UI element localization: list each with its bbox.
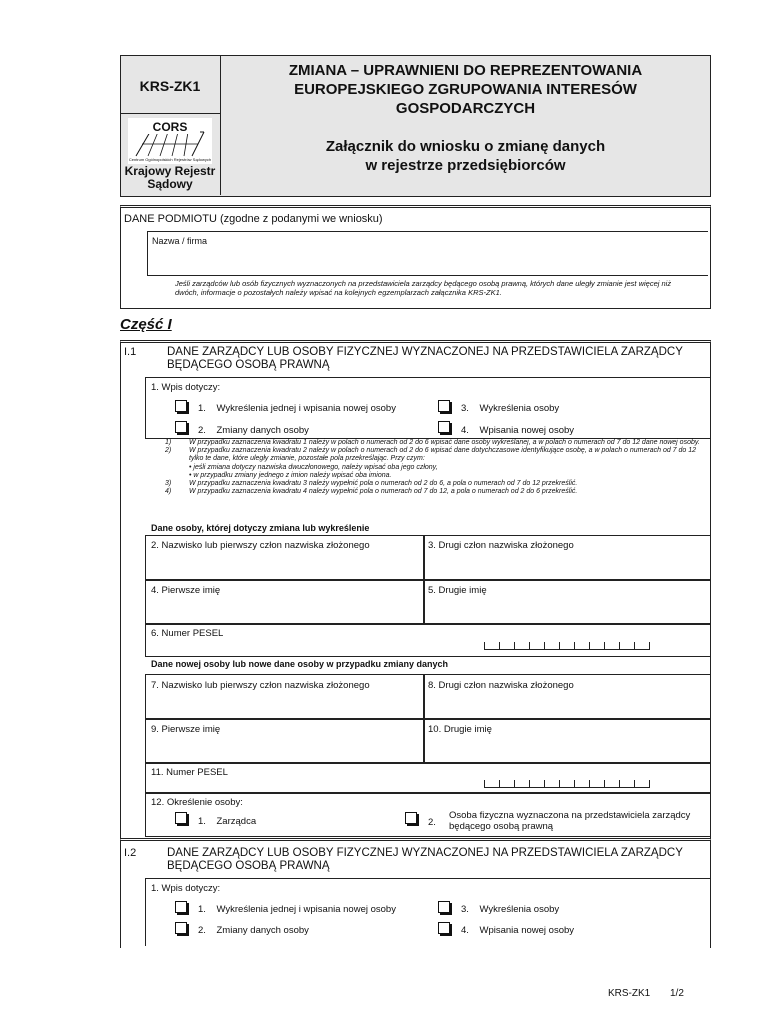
form-subtitle: Załącznik do wniosku o zmianę danych w rejestrze przedsiębiorców xyxy=(325,138,606,174)
field-3-label: 3. Drugi człon nazwiska złożonego xyxy=(428,540,574,551)
form-code: KRS-ZK1 xyxy=(139,78,201,94)
s2-option3-label: 3. Wykreślenia osoby xyxy=(461,904,560,915)
entity-name-field[interactable] xyxy=(147,231,708,276)
section2-num: I.2 xyxy=(124,847,137,859)
field-5-label: 5. Drugie imię xyxy=(428,585,487,596)
option4-label: 4. Wpisania nowej osoby xyxy=(461,425,575,436)
s2-option2-checkbox[interactable] xyxy=(175,922,187,934)
logo-caption: Centrum Ogólnopolskich Rejestrów Sądowych xyxy=(128,157,212,162)
header-divider xyxy=(220,55,221,195)
field-11-label: 11. Numer PESEL xyxy=(151,767,228,778)
role-zarzadca-checkbox[interactable] xyxy=(175,812,187,824)
s2-option2-label: 2. Zmiany danych osoby xyxy=(198,925,309,936)
footer-page: 1/2 xyxy=(670,988,684,999)
s2-option1-checkbox[interactable] xyxy=(175,901,187,913)
role-przedstawiciel-checkbox[interactable] xyxy=(405,812,417,824)
option2-label: 2. Zmiany danych osoby xyxy=(198,425,309,436)
logo-text: CORS xyxy=(140,120,200,134)
footer-code: KRS-ZK1 xyxy=(608,988,651,999)
changed-heading: Dane osoby, której dotyczy zmiana lub wykreślenie xyxy=(151,523,370,533)
field-10-label: 10. Drugie imię xyxy=(428,724,492,735)
section2-title: DANE ZARZĄDCY LUB OSOBY FIZYCZNEJ WYZNACZONEJ NA PRZEDSTAWICIELA ZARZĄDCY BĘDĄCEGO OSOBĄ PRAWNĄ xyxy=(167,847,683,872)
role-zarzadca-label: 1. Zarządca xyxy=(198,816,257,827)
part-title: Część I xyxy=(120,316,172,333)
field-7-label: 7. Nazwisko lub pierwszy człon nazwiska złożonego xyxy=(151,680,370,691)
instructions: 1) W przypadku zaznaczenia kwadratu 1 należy w polach o numerach od 2 do 6 wpisać dane osoby wykreślanej, a w polach o numerach od 7 do 12 dane nowej osoby. 2) W przypadku zaznaczenia kwadratu 2 należy w polach o numerach od 2 do 6 wpisać dane dotychczasowe identyfikujące osobę, a w polach o numerach od 7 do 12 tylko te dane, które uległy zmianie, pozostałe pola przekreślając. Przy czym: • jeśli zmiana dotyczy nazwiska dwuczłonowego, należy wpisać oba jego człony, • w przypadku zmiany jednego z imion należy wpisać oba imiona. 3) W przypadku zaznaczenia kwadratu 3 należy wypełnić pola o numerach od 2 do 6, a pola o numerach od 7 do 12 przekreślić. 4) W przypadku zaznaczenia kwadratu 4 należy wypełnić pola o numerach od 7 do 12, a pola o numerach od 2 do 6 przekreślić. xyxy=(165,439,700,496)
s2-option1-label: 1. Wykreślenia jednej i wpisania nowej osoby xyxy=(198,904,396,915)
option3-label: 3. Wykreślenia osoby xyxy=(461,403,560,414)
registry-name: Krajowy Rejestr Sądowy xyxy=(124,164,216,191)
entity-heading: DANE PODMIOTU (zgodne z podanymi we wniosku) xyxy=(124,213,383,225)
s2-option4-checkbox[interactable] xyxy=(438,922,450,934)
role-przedstawiciel-num: 2. xyxy=(428,817,436,828)
option1-checkbox[interactable] xyxy=(175,400,187,412)
pesel-boxes-11[interactable] xyxy=(484,780,650,788)
field-6[interactable] xyxy=(145,623,710,657)
new-heading: Dane nowej osoby lub nowe dane osoby w przypadku zmiany danych xyxy=(151,659,449,669)
option4-checkbox[interactable] xyxy=(438,421,450,433)
field-4-label: 4. Pierwsze imię xyxy=(151,585,221,596)
section1-num: I.1 xyxy=(124,346,137,358)
field-2-label: 2. Nazwisko lub pierwszy człon nazwiska złożonego xyxy=(151,540,370,551)
section1-title: DANE ZARZĄDCY LUB OSOBY FIZYCZNEJ WYZNACZONEJ NA PRZEDSTAWICIELA ZARZĄDCY BĘDĄCEGO OSOBĄ PRAWNĄ xyxy=(167,346,683,371)
s2-option3-checkbox[interactable] xyxy=(438,901,450,913)
field-9-label: 9. Pierwsze imię xyxy=(151,724,221,735)
pesel-boxes-6[interactable] xyxy=(484,642,650,650)
option3-checkbox[interactable] xyxy=(438,400,450,412)
option1-label: 1. Wykreślenia jednej i wpisania nowej osoby xyxy=(198,403,396,414)
entry2-label: 1. Wpis dotyczy: xyxy=(151,883,221,894)
field-12-label: 12. Określenie osoby: xyxy=(151,797,243,808)
role-przedstawiciel-label: Osoba fizyczna wyznaczona na przedstawiciela zarządcy będącego osobą prawną xyxy=(449,810,691,832)
entity-name-label: Nazwa / firma xyxy=(152,236,208,246)
form-title: ZMIANA – UPRAWNIENI DO REPREZENTOWANIA EUROPEJSKIEGO ZGRUPOWANIA INTERESÓW GOSPODARCZYCH xyxy=(288,62,643,117)
field-6-label: 6. Numer PESEL xyxy=(151,628,224,639)
option2-checkbox[interactable] xyxy=(175,421,187,433)
s2-option4-label: 4. Wpisania nowej osoby xyxy=(461,925,575,936)
header-hline xyxy=(120,113,220,114)
entity-note: Jeśli zarządców lub osób fizycznych wyznaczonych na przedstawiciela zarządcy będącego osobą prawną, których dane uległy zmianie jest więcej niż dwóch, informacje o pozostałych należy wpisać na kolejnych egzemplarzach załącznika KRS-ZK1. xyxy=(175,279,672,297)
field-8-label: 8. Drugi człon nazwiska złożonego xyxy=(428,680,574,691)
entry-label: 1. Wpis dotyczy: xyxy=(151,382,221,393)
field-11[interactable] xyxy=(145,762,710,794)
